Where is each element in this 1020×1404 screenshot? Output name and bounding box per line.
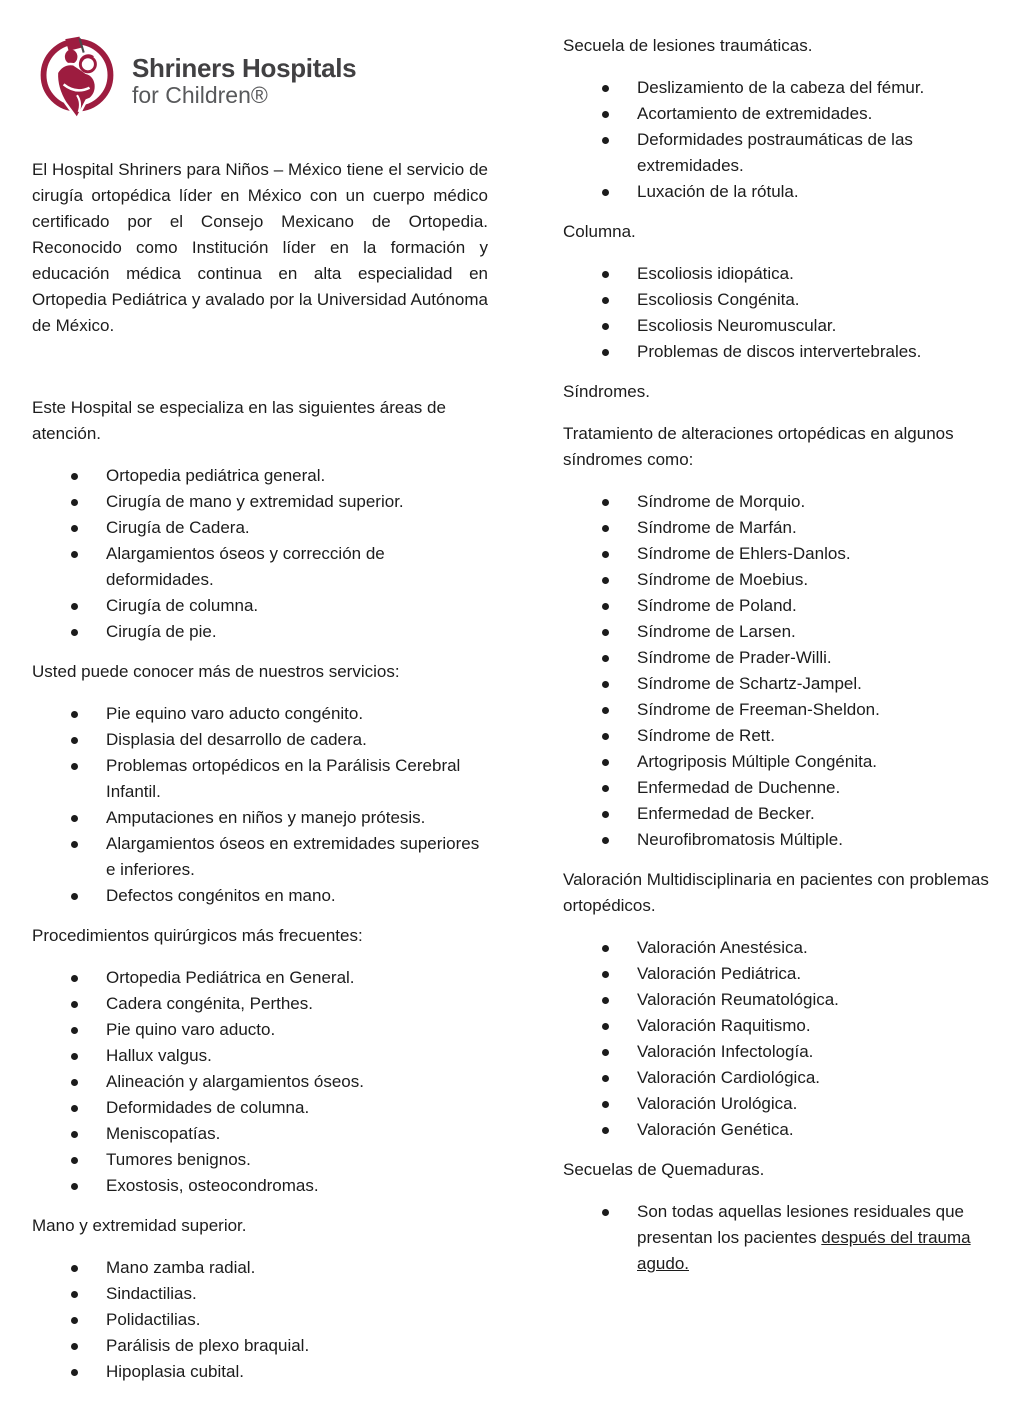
list-item: Parálisis de plexo braquial. xyxy=(32,1333,488,1359)
list-item: Luxación de la rótula. xyxy=(563,179,1005,205)
list-item: Síndrome de Poland. xyxy=(563,593,1005,619)
procedures-list xyxy=(32,965,488,1199)
list-item xyxy=(563,1199,1005,1277)
list-item: Deformidades postraumáticas de las extremidades. xyxy=(563,127,1005,179)
list-item: Ortopedia pediátrica general. xyxy=(32,463,488,489)
list-item: Síndrome de Larsen. xyxy=(563,619,1005,645)
list-item: Valoración Genética. xyxy=(563,1117,1005,1143)
valoracion-heading: Valoración Multidisciplinaria en pacientes con problemas ortopédicos. xyxy=(563,870,989,915)
list-item: Problemas de discos intervertebrales. xyxy=(563,339,1005,365)
list-item: Deslizamiento de la cabeza del fémur. xyxy=(563,75,1005,101)
list-item: Cirugía de mano y extremidad superior. xyxy=(32,489,488,515)
burns-list xyxy=(563,1199,1005,1277)
list-item: Tumores benignos. xyxy=(32,1147,488,1173)
list-item: Exostosis, osteocondromas. xyxy=(32,1173,488,1199)
list-item: Sindactilias. xyxy=(32,1281,488,1307)
list-item: Defectos congénitos en mano. xyxy=(32,883,488,909)
list-item: Enfermedad de Becker. xyxy=(563,801,1005,827)
list-item: Síndrome de Ehlers-Danlos. xyxy=(563,541,1005,567)
list-item: Alineación y alargamientos óseos. xyxy=(32,1069,488,1095)
list-item: Ortopedia Pediátrica en General. xyxy=(32,965,488,991)
list-item: Hipoplasia cubital. xyxy=(32,1359,488,1385)
list-item: Escoliosis idiopática. xyxy=(563,261,1005,287)
syndromes-list xyxy=(563,489,1005,853)
procedures-heading: Procedimientos quirúrgicos más frecuentes: xyxy=(32,926,363,945)
list-item: Síndrome de Prader-Willi. xyxy=(563,645,1005,671)
list-item: Síndrome de Marfán. xyxy=(563,515,1005,541)
shriners-logo xyxy=(34,35,488,127)
intro-paragraph: El Hospital Shriners para Niños – México tiene el servicio de cirugía ortopédica líder en México con un cuerpo médico certificado por el Consejo Mexicano de Ortopedia. Reconocido como Institución líder en la formación y educación médica continua en alta especialidad en Ortopedia Pediátrica y avalado por la Universidad Autónoma de México. xyxy=(32,160,488,335)
right-column xyxy=(563,33,1005,1404)
list-item: Valoración Infectología. xyxy=(563,1039,1005,1065)
logo-brand-name: Shriners Hospitals xyxy=(132,53,357,83)
list-item: Valoración Anestésica. xyxy=(563,935,1005,961)
logo-brand-subname: for Children® xyxy=(132,82,268,108)
areas-list xyxy=(32,463,488,645)
list-item: Alargamientos óseos en extremidades superiores e inferiores. xyxy=(32,831,488,883)
list-item: Síndrome de Moebius. xyxy=(563,567,1005,593)
list-item: Síndrome de Schartz-Jampel. xyxy=(563,671,1005,697)
list-item: Artogriposis Múltiple Congénita. xyxy=(563,749,1005,775)
list-item: Meniscopatías. xyxy=(32,1121,488,1147)
burns-heading: Secuelas de Quemaduras. xyxy=(563,1160,765,1179)
list-item: Valoración Urológica. xyxy=(563,1091,1005,1117)
syndromes-heading: Síndromes. xyxy=(563,382,650,401)
list-item: Acortamiento de extremidades. xyxy=(563,101,1005,127)
list-item: Valoración Reumatológica. xyxy=(563,987,1005,1013)
list-item: Escoliosis Neuromuscular. xyxy=(563,313,1005,339)
list-item: Cirugía de Cadera. xyxy=(32,515,488,541)
list-item: Displasia del desarrollo de cadera. xyxy=(32,727,488,753)
list-item: Síndrome de Morquio. xyxy=(563,489,1005,515)
services-heading: Usted puede conocer más de nuestros servicios: xyxy=(32,662,400,681)
list-item: Polidactilias. xyxy=(32,1307,488,1333)
areas-heading: Este Hospital se especializa en las siguientes áreas de atención. xyxy=(32,398,446,443)
list-item: Mano zamba radial. xyxy=(32,1255,488,1281)
list-item: Síndrome de Freeman-Sheldon. xyxy=(563,697,1005,723)
list-item: Neurofibromatosis Múltiple. xyxy=(563,827,1005,853)
list-item: Escoliosis Congénita. xyxy=(563,287,1005,313)
left-column xyxy=(32,33,488,1404)
list-item: Problemas ortopédicos en la Parálisis Cerebral Infantil. xyxy=(32,753,488,805)
list-item: Valoración Raquitismo. xyxy=(563,1013,1005,1039)
logo-wordmark xyxy=(132,54,356,108)
hand-list xyxy=(32,1255,488,1385)
list-item: Cirugía de columna. xyxy=(32,593,488,619)
services-list xyxy=(32,701,488,909)
burns-text-underlined: después del trauma agudo. xyxy=(637,1228,971,1273)
list-item: Valoración Pediátrica. xyxy=(563,961,1005,987)
trauma-list xyxy=(563,75,1005,205)
list-item: Deformidades de columna. xyxy=(32,1095,488,1121)
list-item: Enfermedad de Duchenne. xyxy=(563,775,1005,801)
list-item: Alargamientos óseos y corrección de deformidades. xyxy=(32,541,488,593)
column-list xyxy=(563,261,1005,365)
list-item: Amputaciones en niños y manejo prótesis. xyxy=(32,805,488,831)
list-item: Pie quino varo aducto. xyxy=(32,1017,488,1043)
list-item: Valoración Cardiológica. xyxy=(563,1065,1005,1091)
shriners-emblem-icon xyxy=(34,35,120,127)
list-item: Cirugía de pie. xyxy=(32,619,488,645)
list-item: Pie equino varo aducto congénito. xyxy=(32,701,488,727)
valoracion-list xyxy=(563,935,1005,1143)
trauma-heading: Secuela de lesiones traumáticas. xyxy=(563,36,813,55)
column-heading: Columna. xyxy=(563,222,636,241)
burns-text: Son todas aquellas lesiones residuales que presentan los pacientes xyxy=(637,1202,965,1247)
hand-heading: Mano y extremidad superior. xyxy=(32,1216,247,1235)
syndromes-intro: Tratamiento de alteraciones ortopédicas en algunos síndromes como: xyxy=(563,424,954,469)
list-item: Cadera congénita, Perthes. xyxy=(32,991,488,1017)
list-item: Síndrome de Rett. xyxy=(563,723,1005,749)
list-item: Hallux valgus. xyxy=(32,1043,488,1069)
